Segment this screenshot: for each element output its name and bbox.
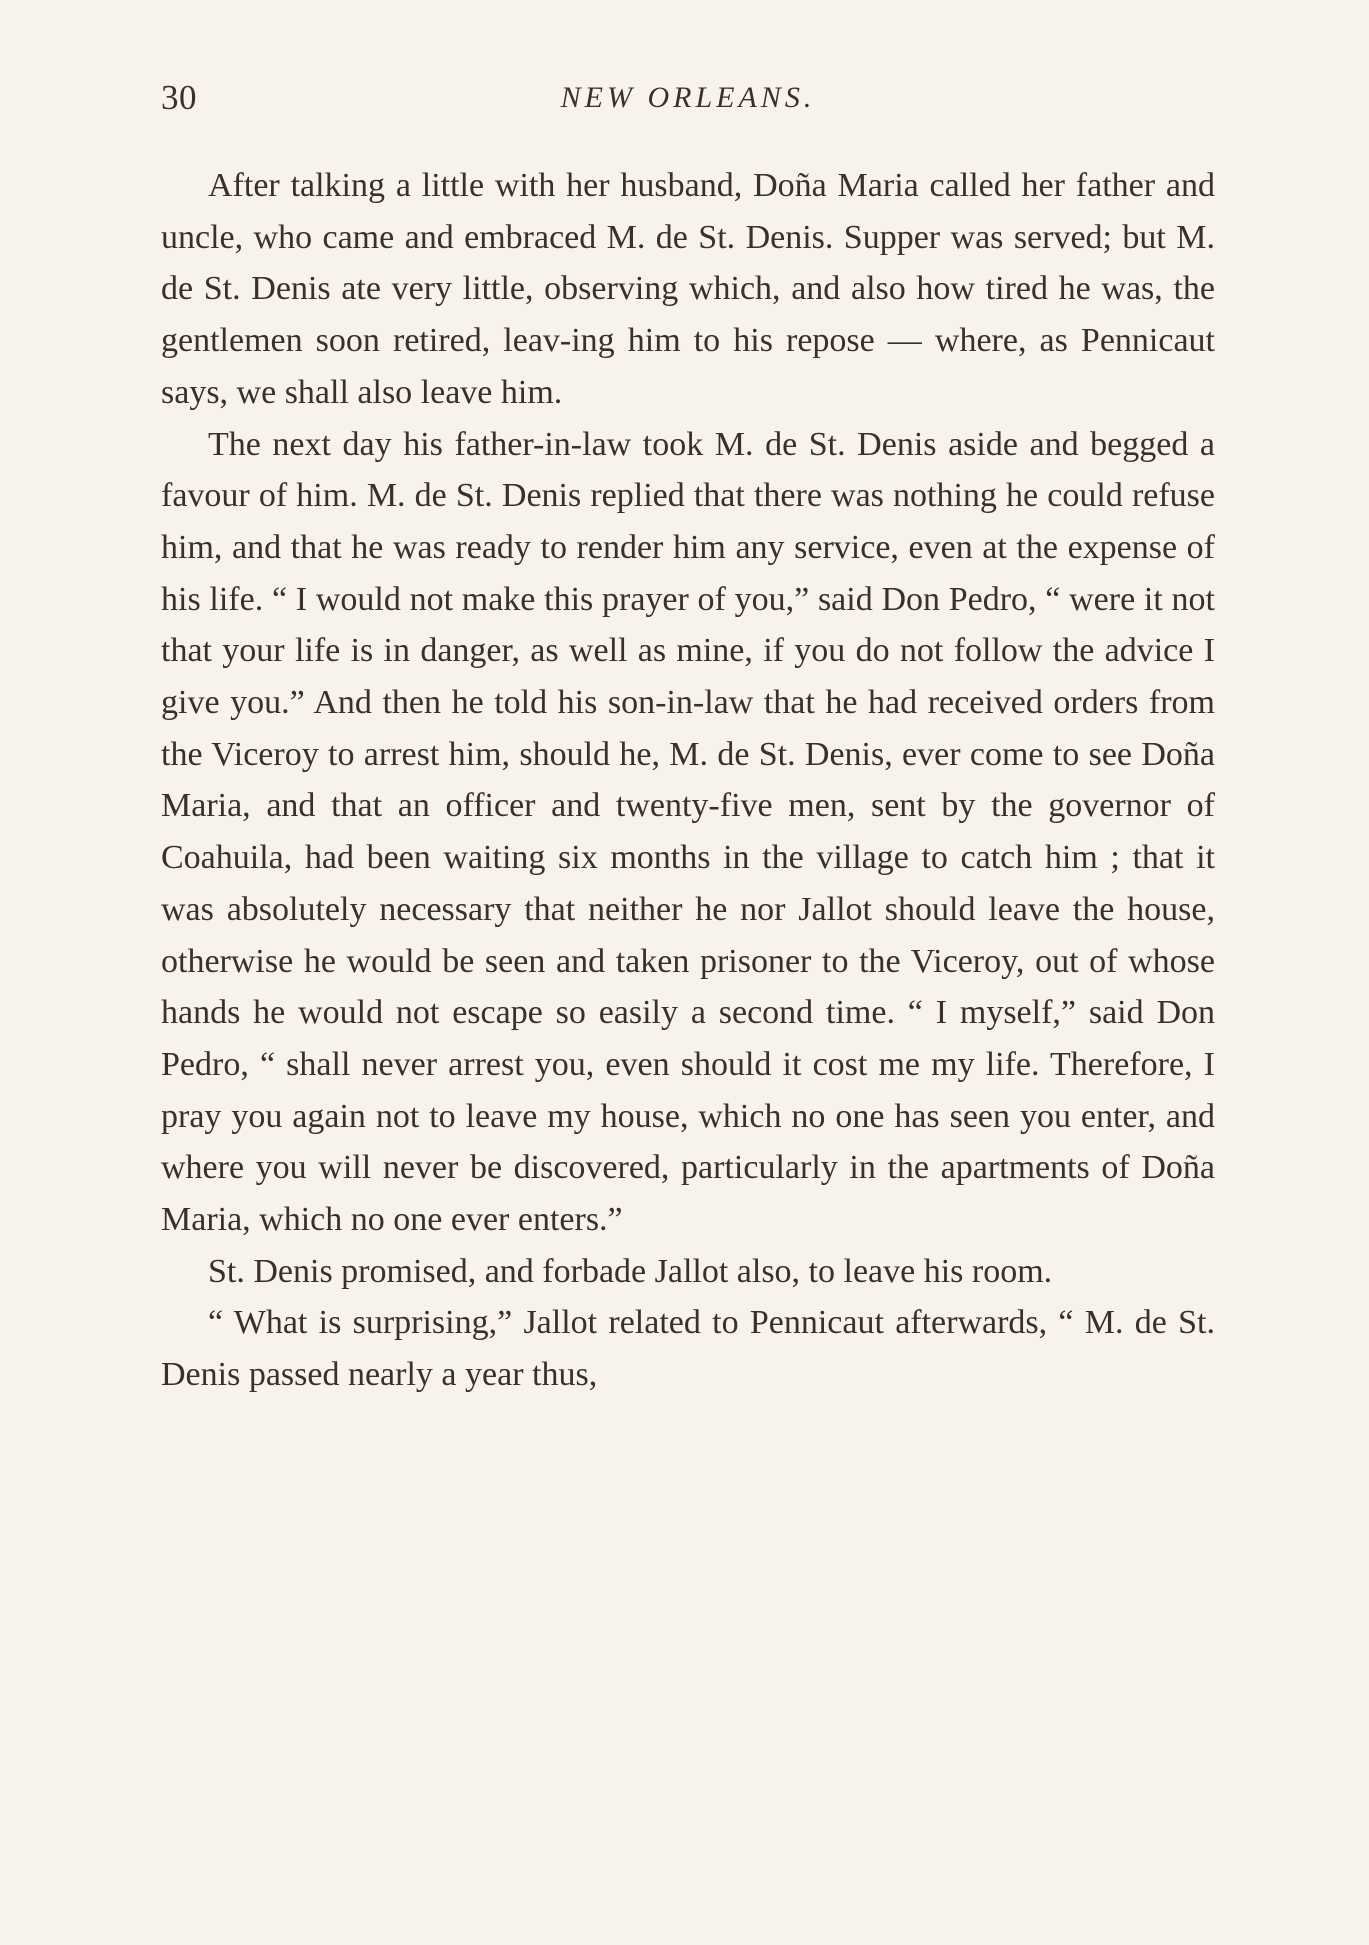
paragraph-3: St. Denis promised, and forbade Jallot also, to leave his room.	[208, 1252, 1053, 1290]
paragraph-4: “ What is surprising,” Jallot related to Pennicaut afterwards, “ M. de St. Denis passed nearly a year thus,	[161, 1304, 1215, 1394]
page-number: 30	[161, 78, 197, 117]
paragraph-1: After talking a little with her husband, Doña Maria called her father and uncle, who came and embraced M. de St. Denis. Supper was served; but M. de St. Denis ate very little, observing which, and also how tired he was, the gentlemen soon retired, leav-ing him to his repose — where, as Pennicaut says, we shall also leave him.	[161, 167, 1215, 411]
running-head: NEW ORLEANS.	[560, 81, 816, 114]
body-text	[161, 160, 1215, 1401]
paragraph-2: The next day his father-in-law took M. de St. Denis aside and begged a favour of him. M. de St. Denis replied that there was nothing he could refuse him, and that he was ready to render him any service, even at the expense of his life. “ I would not make this prayer of you,” said Don Pedro, “ were it not that your life is in danger, as well as mine, if you do not follow the advice I give you.” And then he told his son-in-law that he had received orders from the Viceroy to arrest him, should he, M. de St. Denis, ever come to see Doña Maria, and that an officer and twenty-five men, sent by the governor of Coahuila, had been waiting six months in the village to catch him ; that it was absolutely necessary that neither he nor Jallot should leave the house, otherwise he would be seen and taken prisoner to the Viceroy, out of whose hands he would not escape so easily a second time. “ I myself,” said Don Pedro, “ shall never arrest you, even should it cost me my life. Therefore, I pray you again not to leave my house, which no one has seen you enter, and where you will never be discovered, particularly in the apartments of Doña Maria, which no one ever enters.”	[161, 425, 1215, 1239]
page-header	[161, 78, 1215, 126]
